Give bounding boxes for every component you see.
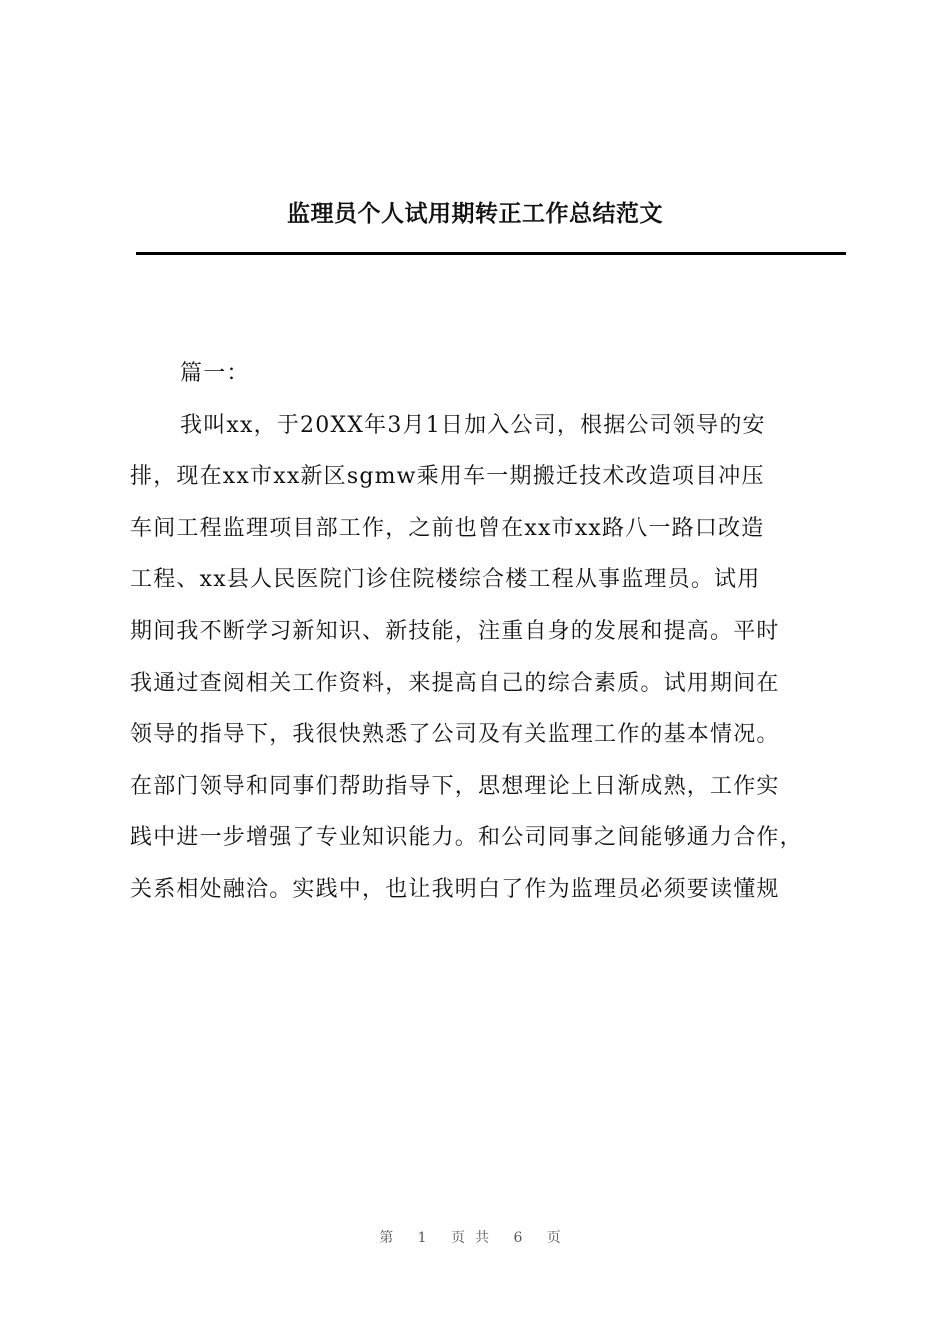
- body-line: 期间我不断学习新知识、新技能，注重自身的发展和提高。平时: [130, 618, 780, 644]
- body-line: 关系相处融洽。实践中，也让我明白了作为监理员必须要读懂规: [130, 876, 780, 902]
- title-underline: [136, 252, 846, 255]
- section-heading: 篇一：: [180, 361, 250, 386]
- body-line: 践中进一步增强了专业知识能力。和公司同事之间能够通力合作，: [130, 825, 803, 851]
- document-title: 监理员个人试用期转正工作总结范文: [287, 200, 663, 227]
- body-line: 我通过查阅相关工作资料，来提高自己的综合素质。试用期间在: [130, 670, 780, 696]
- body-line: 排，现在xx市xx新区sgmw乘用车一期搬迁技术改造项目冲压: [130, 464, 765, 490]
- body-line: 车间工程监理项目部工作，之前也曾在xx市xx路八一路口改造: [130, 515, 765, 541]
- body-line: 我叫xx，于20XX年3月1日加入公司，根据公司领导的安: [180, 412, 766, 438]
- page-footer: 第 1 页共 6 页: [379, 1230, 571, 1246]
- body-line: 在部门领导和同事们帮助指导下，思想理论上日渐成熟，工作实: [130, 773, 780, 799]
- document-body: [130, 348, 860, 916]
- body-line: 工程、xx县人民医院门诊住院楼综合楼工程从事监理员。试用: [130, 567, 761, 593]
- body-line: 领导的指导下，我很快熟悉了公司及有关监理工作的基本情况。: [130, 722, 780, 748]
